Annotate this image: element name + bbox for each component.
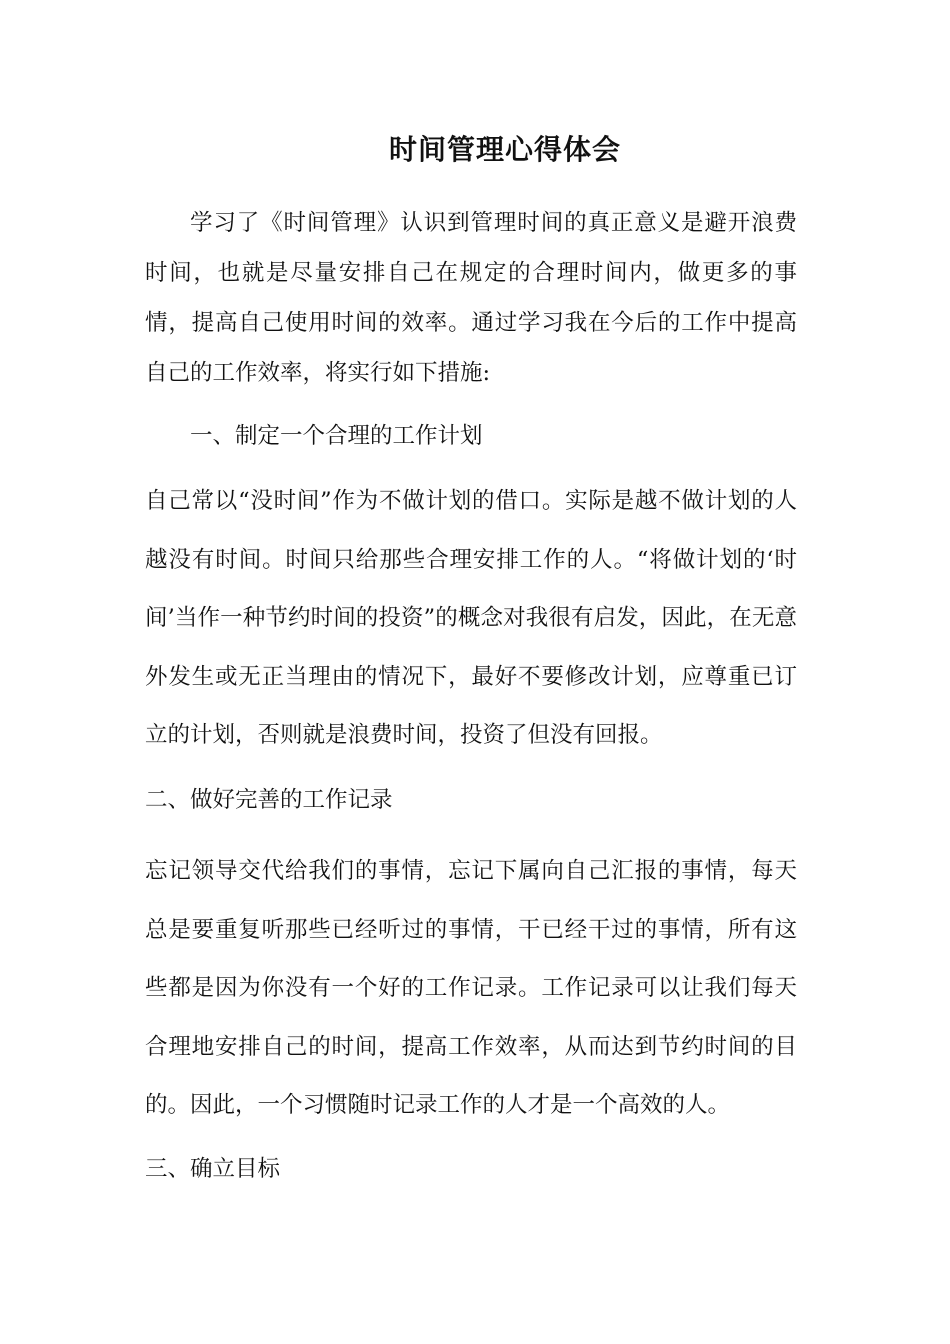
section-heading-2: 二、做好完善的工作记录	[145, 787, 393, 813]
section-heading-1: 一、制定一个合理的工作计划	[190, 423, 483, 449]
section-body-1: 自己常以“没时间”作为不做计划的借口。实际是越不做计划的人越没有时间。时间只给那些合理安排工作的人。“将做计划的‘时间’当作一种节约时间的投资”的概念对我很有启发，因此，在无意外发生或无正当理由的情况下，最好不要修改计划，应尊重已订立的计划，否则就是浪费时间，投资了但没有回报。	[145, 488, 797, 748]
document-title: 时间管理心得体会	[388, 133, 621, 166]
section-heading-3: 三、确立目标	[145, 1156, 281, 1182]
section-body-2: 忘记领导交代给我们的事情，忘记下属向自己汇报的事情，每天总是要重复听那些已经听过的事情，干已经干过的事情，所有这些都是因为你没有一个好的工作记录。工作记录可以让我们每天合理地安排自己的时间，提高工作效率，从而达到节约时间的目的。因此，一个习惯随时记录工作的人才是一个高效的人。	[145, 858, 797, 1118]
intro-paragraph: 学习了《时间管理》认识到管理时间的真正意义是避开浪费时间，也就是尽量安排自己在规定的合理时间内，做更多的事情，提高自己使用时间的效率。通过学习我在今后的工作中提高自己的工作效率，将实行如下措施:	[145, 210, 797, 386]
